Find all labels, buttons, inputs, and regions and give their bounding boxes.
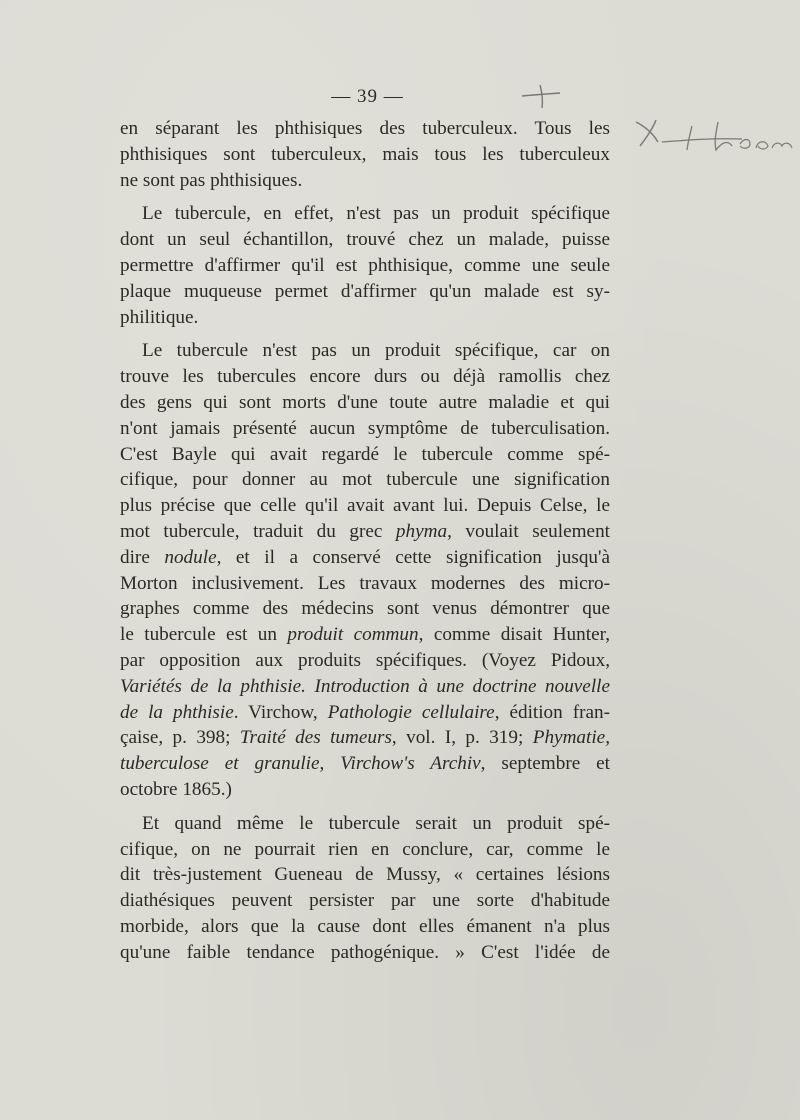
italic-text: de la phthisie xyxy=(120,701,234,723)
text-line xyxy=(120,442,610,468)
italic-text: Traité des tumeurs xyxy=(239,727,392,749)
text-segment: n'ont jamais présenté aucun symptôme de tuberculisation. xyxy=(120,417,610,439)
text-segment: Le tubercule n'est pas un produit spécifique, car on xyxy=(142,340,610,362)
text-segment: Morton inclusivement. Les travaux modernes des micro- xyxy=(120,572,610,594)
text-line xyxy=(120,364,610,390)
text-line xyxy=(120,674,610,700)
text-line xyxy=(120,338,610,364)
text-segment: par opposition aux produits spécifiques. (Voyez Pidoux, xyxy=(120,649,610,671)
text-segment: C'est Bayle qui avait regardé le tubercule comme spé- xyxy=(120,443,610,465)
italic-text: produit commun xyxy=(287,624,419,646)
italic-text: tuberculose et granulie xyxy=(120,753,320,775)
text-line xyxy=(120,545,610,571)
text-line xyxy=(120,416,610,442)
text-line xyxy=(120,811,610,837)
text-segment: cifique, on ne pourrait rien en conclure, car, comme le xyxy=(120,838,610,860)
text-line xyxy=(120,700,610,726)
text-segment: , septembre et xyxy=(480,753,610,775)
text-segment: , xyxy=(319,753,341,775)
italic-text: phyma xyxy=(395,520,448,542)
text-segment: , et il a conservé cette signification jusqu'à xyxy=(216,546,610,568)
text-segment: plus précise que celle qu'il avait avant lui. Depuis Celse, le xyxy=(120,495,610,517)
text-segment: ne sont pas phthisiques. xyxy=(120,169,303,191)
text-line xyxy=(120,725,610,751)
paragraph-gap xyxy=(120,193,610,201)
text-line xyxy=(120,253,610,279)
text-line xyxy=(120,142,610,168)
italic-text: nodule xyxy=(164,546,217,568)
italic-text: Pathologie cellulaire xyxy=(327,701,495,723)
text-segment: mot tubercule, traduit du grec xyxy=(120,520,396,542)
text-line xyxy=(120,751,610,777)
text-segment: diathésiques peuvent persister par une sorte d'habitude xyxy=(120,890,610,912)
text-segment: philitique. xyxy=(120,306,199,328)
text-line xyxy=(120,837,610,863)
text-line xyxy=(120,940,610,966)
text-segment: permettre d'affirmer qu'il est phthisique, comme une seule xyxy=(120,254,610,276)
text-line xyxy=(120,888,610,914)
text-line xyxy=(120,622,610,648)
text-segment: trouve les tubercules encore durs ou déjà ramollis chez xyxy=(120,366,610,388)
text-segment: phthisiques sont tuberculeux, mais tous les tuberculeux xyxy=(120,143,610,165)
text-line xyxy=(120,390,610,416)
text-segment: morbide, alors que la cause dont elles émanent n'a plus xyxy=(120,915,610,937)
text-segment: Et quand même le tubercule serait un produit spé- xyxy=(142,812,610,834)
pencil-cross-mark-icon xyxy=(518,82,564,110)
italic-text: Variétés de la phthisie. Introduction à une doctrine nouvelle xyxy=(120,675,610,697)
text-line xyxy=(120,777,610,803)
italic-text: Phymatie, xyxy=(532,727,610,749)
text-segment: dit très-justement Gueneau de Mussy, « certaines lésions xyxy=(120,864,610,886)
text-line xyxy=(120,571,610,597)
text-segment: en séparant les phthisiques des tuberculeux. Tous les xyxy=(120,118,610,139)
text-segment: le tubercule est un xyxy=(120,624,288,646)
text-segment: , comme disait Hunter, xyxy=(418,624,610,646)
text-segment: qu'une faible tendance pathogénique. » C'est l'idée de xyxy=(120,941,610,963)
text-segment: cifique, pour donner au mot tubercule une signification xyxy=(120,469,610,491)
text-segment: octobre 1865.) xyxy=(120,778,232,800)
text-segment: Le tubercule, en effet, n'est pas un produit spécifique xyxy=(142,203,610,225)
text-segment: graphes comme des médecins sont venus démontrer que xyxy=(120,598,610,620)
text-segment: dont un seul échantillon, trouvé chez un malade, puisse xyxy=(120,229,610,251)
text-segment: , vol. I, p. 319; xyxy=(391,727,533,749)
text-line xyxy=(120,648,610,674)
text-line xyxy=(120,519,610,545)
text-line xyxy=(120,596,610,622)
paragraph-gap xyxy=(120,803,610,811)
text-line xyxy=(120,914,610,940)
text-line xyxy=(120,493,610,519)
page-body-text xyxy=(120,116,610,966)
text-line xyxy=(120,116,610,142)
text-segment: , édition fran- xyxy=(494,701,610,723)
handwritten-margin-annotation-icon xyxy=(632,112,800,182)
text-segment: çaise, p. 398; xyxy=(120,727,240,749)
text-line xyxy=(120,227,610,253)
text-segment: dire xyxy=(120,546,165,568)
paragraph-gap xyxy=(120,330,610,338)
text-line xyxy=(120,467,610,493)
text-segment: , voulait seulement xyxy=(447,520,610,542)
text-line xyxy=(120,305,610,331)
italic-text: Virchow's Archiv xyxy=(340,753,481,775)
text-line xyxy=(120,168,610,194)
text-segment: . Virchow, xyxy=(233,701,328,723)
text-line xyxy=(120,279,610,305)
text-line xyxy=(120,201,610,227)
text-segment: des gens qui sont morts d'une toute autre maladie et qui xyxy=(120,391,610,413)
text-line xyxy=(120,862,610,888)
text-segment: plaque muqueuse permet d'affirmer qu'un malade est sy- xyxy=(120,280,610,302)
page-number: — 39 — xyxy=(331,86,404,107)
